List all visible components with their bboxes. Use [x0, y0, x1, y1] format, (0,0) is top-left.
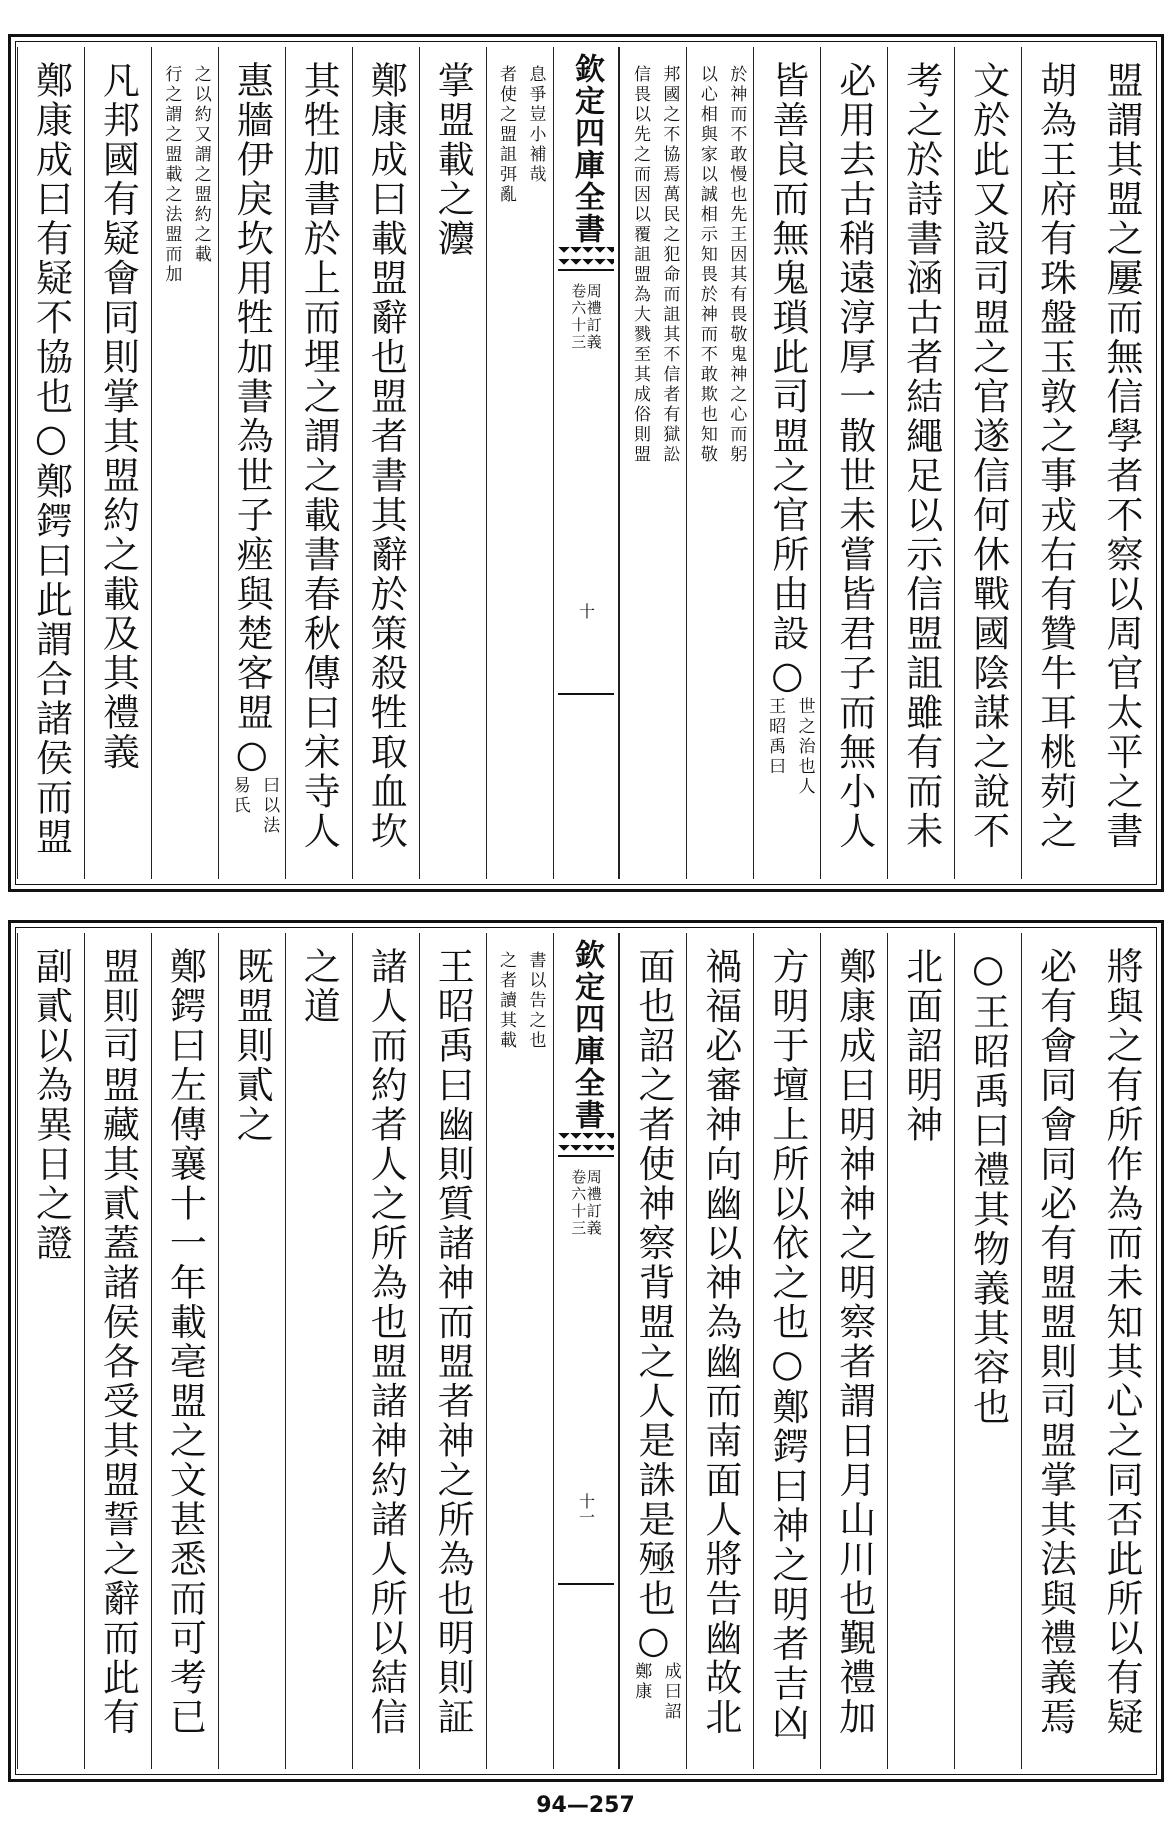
text-column — [218, 47, 285, 879]
column-text: 既盟則貳之 — [230, 947, 274, 1145]
inline-commentary: 世之治也人 — [794, 697, 815, 797]
inline-commentary: 鄭康 — [631, 1662, 652, 1702]
fish-tail-ornament — [558, 247, 615, 265]
page-top — [8, 34, 1164, 892]
column-text: 其牲加書於上而埋之謂之載書春秋傳曰宋寺人 — [297, 61, 341, 851]
column-text: 副貳以為異日之證 — [29, 947, 73, 1263]
page-bottom — [8, 920, 1164, 1782]
fish-tail-ornament — [558, 1133, 615, 1151]
chapter-label: 卷六十三 — [569, 283, 588, 351]
column-text: 盟謂其盟之屢而無信學者不察以周官太平之書 — [1100, 61, 1144, 851]
text-column — [820, 47, 887, 879]
text-column — [419, 47, 486, 879]
text-column — [954, 933, 1021, 1769]
column-text: 必有會同會同必有盟盟則司盟掌其法與禮義焉 — [1033, 947, 1077, 1737]
folio-number: 十 — [576, 603, 596, 619]
column-text: 掌盟載之灋 — [431, 61, 475, 259]
book-title: 欽定四庫全書 — [569, 939, 605, 1131]
banner-bottom-rule — [558, 1583, 615, 1595]
commentary-line: 信畏以先之而因以覆詛盟為大戮至其成俗則盟 — [629, 65, 650, 465]
text-column — [1088, 933, 1155, 1769]
text-column — [352, 933, 419, 1769]
column-text: 考之於詩書涵古者結繩足以示信盟詛雖有而未 — [899, 61, 943, 851]
column-text: 盟則司盟藏其貳蓋諸侯各受其盟誓之辭而此有 — [96, 947, 140, 1737]
column-text: 之道 — [297, 947, 341, 1026]
commentary-line: 者使之盟詛弭亂 — [496, 65, 517, 205]
center-banner — [553, 47, 620, 879]
text-column — [84, 47, 151, 879]
text-column — [1021, 47, 1088, 879]
column-text: 鄭鍔曰左傳襄十一年載亳盟之文甚悉而可考已 — [163, 947, 207, 1737]
column-text: 皆善良而無鬼瑣此司盟之官所由設○ — [765, 61, 809, 699]
text-column — [352, 47, 419, 879]
text-column — [17, 933, 84, 1769]
inline-commentary: 曰以法 — [259, 776, 280, 836]
column-text: 鄭康成曰有疑不協也○鄭鍔曰此謂合諸侯而盟 — [29, 61, 73, 857]
text-column — [1088, 47, 1155, 879]
inline-commentary: 成曰詔 — [660, 1662, 681, 1722]
text-column — [954, 47, 1021, 879]
text-column — [753, 47, 820, 879]
column-text: 諸人而約者人之所為也盟諸神約諸人所以結信 — [364, 947, 408, 1737]
commentary-column — [486, 933, 553, 1769]
commentary-line: 行之謂之盟載之法盟而加 — [161, 65, 182, 285]
commentary-line: 於神而不敢慢也先王因其有畏敬鬼神之心而躬 — [726, 65, 747, 465]
columns-top — [17, 43, 1155, 883]
commentary-line: 息爭豈小補哉 — [525, 65, 546, 185]
commentary-line: 之者讀其載 — [496, 951, 517, 1051]
text-column — [686, 933, 753, 1769]
column-text: 文於此又設司盟之官遂信何休戰國陰謀之說不 — [966, 61, 1010, 851]
column-text: 北面詔明神 — [899, 947, 943, 1145]
columns-bottom — [17, 929, 1155, 1773]
text-column — [419, 933, 486, 1769]
banner-rule — [558, 1155, 615, 1167]
text-column — [887, 47, 954, 879]
column-text: 方明于壇上所以依之也○鄭鍔曰神之明者吉凶 — [765, 947, 809, 1743]
text-column — [218, 933, 285, 1769]
column-text: 必用去古稍遠淳厚一散世未嘗皆君子而無小人 — [832, 61, 876, 851]
text-column — [151, 933, 218, 1769]
commentary-line: 邦國之不協焉萬民之犯命而詛其不信者有獄訟 — [659, 65, 680, 465]
book-title: 欽定四庫全書 — [569, 53, 605, 245]
column-text: 鄭康成曰明神神之明察者謂日月山川也覲禮加 — [832, 947, 876, 1737]
column-text: 凡邦國有疑會同則掌其盟約之載及其禮義 — [96, 61, 140, 772]
commentary-line: 以心相與家以誠相示知畏於神而不敢欺也知敬 — [696, 65, 717, 465]
inline-commentary: 易氏 — [229, 776, 250, 816]
text-column — [753, 933, 820, 1769]
column-text: 禍福必審神向幽以神為幽而南面人將告幽故北 — [698, 947, 742, 1737]
text-column — [619, 933, 686, 1769]
text-column — [1021, 933, 1088, 1769]
column-text: ○王昭禹曰禮其物義其容也 — [966, 947, 1010, 1427]
text-column — [285, 47, 352, 879]
commentary-line: 之以約又謂之盟約之載 — [190, 65, 211, 265]
column-text: 胡為王府有珠盤玉敦之事戎右有贊牛耳桃茢之 — [1033, 61, 1077, 851]
column-text: 王昭禹曰幽則質諸神而盟者神之所為也明則証 — [431, 947, 475, 1737]
text-column — [84, 933, 151, 1769]
chapter-label: 卷六十三 — [569, 1169, 588, 1237]
banner-rule — [558, 269, 615, 281]
commentary-column — [686, 47, 753, 879]
folio-number: 十一 — [576, 1493, 596, 1525]
page-number: 94—257 — [536, 1793, 635, 1818]
commentary-column — [486, 47, 553, 879]
column-text: 鄭康成曰載盟辭也盟者書其辭於策殺牲取血坎 — [364, 61, 408, 851]
text-column — [887, 933, 954, 1769]
commentary-column — [619, 47, 686, 879]
commentary-column — [151, 47, 218, 879]
center-banner — [553, 933, 620, 1769]
inline-commentary: 王昭禹曰 — [765, 697, 786, 777]
commentary-line: 書以告之也 — [525, 951, 546, 1051]
column-text: 惠牆伊戾坎用牲加書為世子痤與楚客盟○ — [230, 61, 274, 778]
chapter-label: 周禮訂義 — [584, 1169, 603, 1237]
chapter-label: 周禮訂義 — [584, 283, 603, 351]
text-column — [17, 47, 84, 879]
column-text: 面也詔之者使神察背盟之人是誅是殛也○ — [631, 947, 675, 1664]
banner-bottom-rule — [558, 693, 615, 705]
column-text: 將與之有所作為而未知其心之同否此所以有疑 — [1100, 947, 1144, 1737]
text-column — [820, 933, 887, 1769]
text-column — [285, 933, 352, 1769]
